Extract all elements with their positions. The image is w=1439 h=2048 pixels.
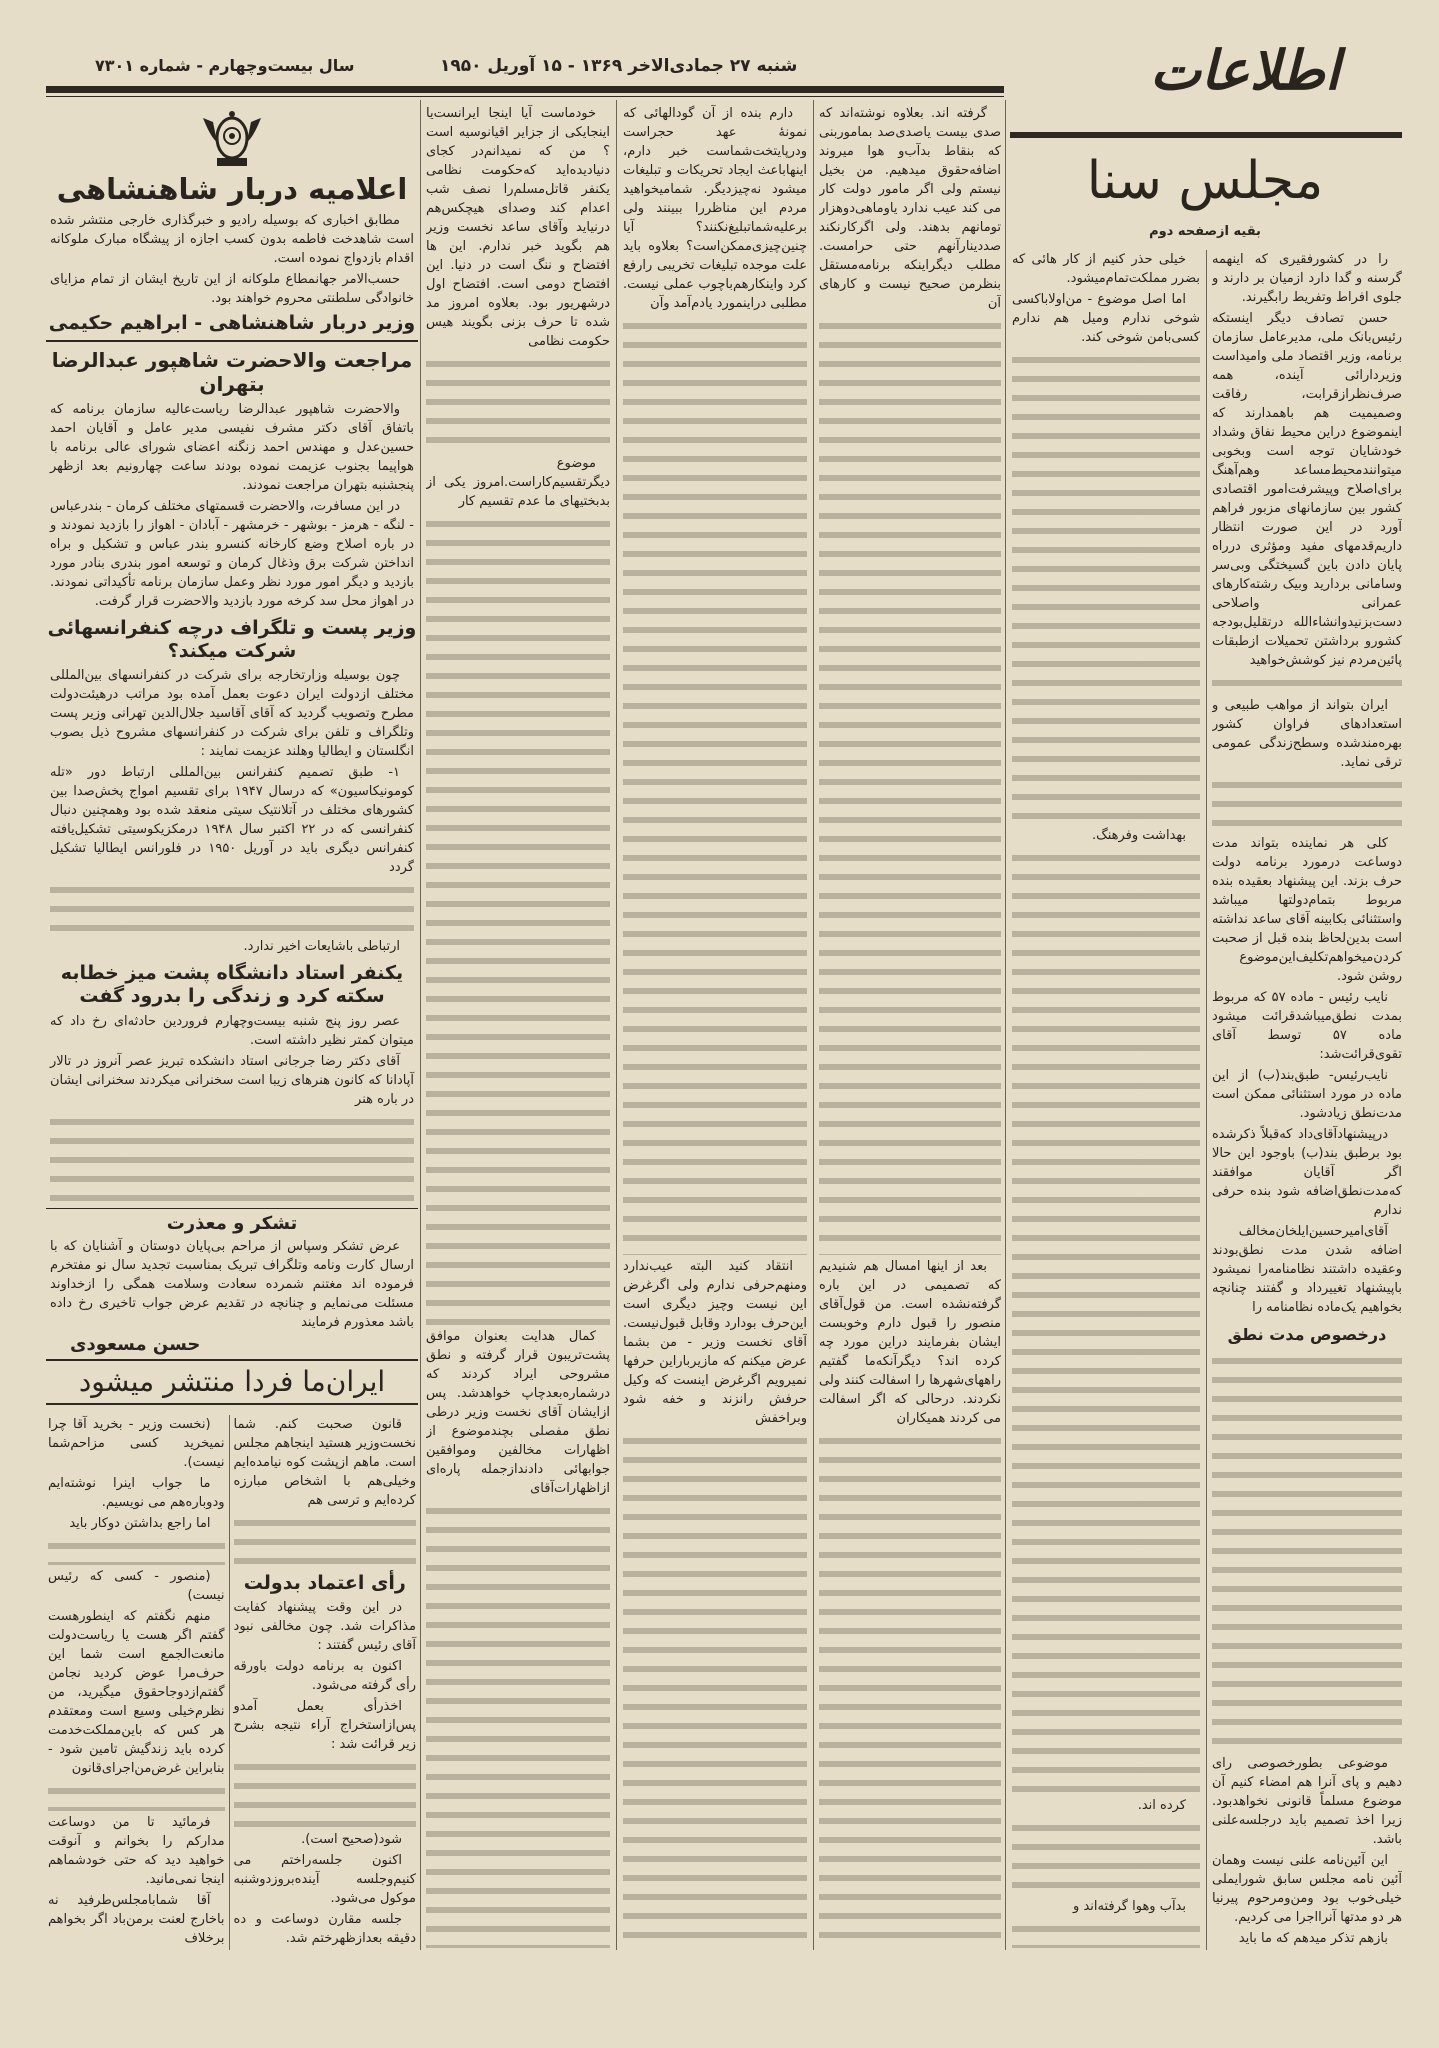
paragraph: حسن تصادف دیگر اینستکه رئیس‌بانک ملی، مدیرعامل سازمان برنامه، وزیر اقتصاد ملی وامیداست وزیردارائی آینده، همه صرف‌نظرازقرابت، رفاقت وصمیمیت هم باهمدارند که اینموضوع دراین محیط نفاق وشداد خودشایان توجه است وبخوبی میتوانندمحیط‌مساعد وهم‌آهنگ برای‌اصلاح وپیشرفت‌امور اقتصادی کشور بین سازمانهای مزبور فراهم آورد در این صورت انتظار داریم‌قدمهای مفید ومؤثری درراه پایان دادن باین گسیختگی وبی‌سر وسامانی بردارید وبیک رشته‌کارهای عمرانی واصلاحی دست‌بزنیدوانشاءالله درتقلیل‌بودجه کشورو برداشتن تحمیلات ازطبقات پائین‌مردم نیز کوشش‌خواهید: [1212, 311, 1402, 668]
illegible-text-area: [48, 1782, 225, 1811]
section-rule: [46, 1208, 418, 1209]
illegible-text-area: [1012, 351, 1200, 824]
thanks-signature: حسن مسعودی: [70, 1334, 201, 1356]
paragraph: بهداشت وفرهنگ.: [1091, 827, 1186, 843]
senate-continued-note: بقیه ازصفحه دوم: [1149, 224, 1261, 239]
paragraph: آقای دکتر رضا جرجانی استاد دانشکده تبریز عصر آنروز در تالار آپادانا که کانون هنرهای زیبا است سخنرانی میکردند سخنرانی ایشان در باره هنر: [50, 1053, 414, 1107]
paragraph: فرمائید تا من دوساعت مدارکم را بخوانم و آنوقت خواهید دید که حتی خودشماهم اینجا نمی‌مانید.: [48, 1815, 225, 1887]
court-signature: وزیر دربار شاهنشاهی - ابراهیم حکیمی: [48, 311, 416, 334]
paragraph: بدآب وهوا گرفته‌اند و: [1073, 1898, 1186, 1914]
masthead-rule: [46, 86, 1004, 93]
paragraph: دارم بنده از آن گودالهائی که نمونهٔ عهد حجراست ودرپایتخت‌شماست خبر دارم، اینهاباعث ایجاد تحریکات و تبلیغات میشود نه‌چیزدیگر. شمامیخواهید مردم این مناظررا ببینند ولی برعلیه‌شماتبلیغ‌نکنند؟ آیا چنین‌چیزی‌ممکن‌است؟ بعلاوه باید علت موجده تبلیغات تخریبی رارفع کرد واینکارهم‌باچوب عملی نیست. مطلبی دراینمورد یادم‌آمد وآن: [623, 106, 807, 311]
middle-column-2: [623, 104, 807, 1950]
illegible-text-area: [819, 317, 1001, 1255]
paragraph: اکنون جلسه‌راختم می کنیم‌وجلسه آینده‌بروزدوشنبه موکول می‌شود.: [233, 1853, 416, 1906]
thanks-headline: تشکر و معذرت: [166, 1212, 298, 1234]
paragraph: آقای‌امیرحسین‌ایلخان‌مخالف اضافه شدن مدت نطق‌بودند وعقیده داشتند نظامنامه‌را نمیشود باپیشنهاد تغییرداد و گفتند چنانچه بخواهیم یک‌ماده نظامنامه را: [1212, 1223, 1402, 1315]
paragraph: عرض تشکر وسپاس از مراحم بی‌پایان دوستان و آشنایان که با ارسال کارت ونامه وتلگراف تبریک بمناسبت تجدید سال نو مفتخرم فرموده اند مغتنم شمرده سعادت وسلامت همگی را ازخداوند مسئلت می‌نمایم و چنانچه در تقدیم عرض جواب تاخیری رخ داده باشد معذورم فرمایند: [50, 1239, 414, 1331]
paragraph: نایب رئیس - ماده ۵۷ که مربوط بمدت نطق‌میباشدقرائت میشود ماده ۵۷ توسط آقای تقوی‌قرائت‌شد:: [1212, 989, 1402, 1062]
paragraph: اما راجع بداشتن دوکار باید: [69, 1515, 211, 1531]
paragraph: اما اصل موضوع - من‌اولاباکسی شوخی ندارم ومیل هم ندارم کسی‌بامن شوخی کند.: [1012, 292, 1200, 345]
paragraph: موضوع دیگرتقسیم‌کاراست.امروز یکی از بدبختیهای ما عدم تقسیم کار: [426, 456, 610, 510]
paragraph: آقا شمابامجلس‌طرفید نه باخارج لعنت برمن‌باد اگر بخواهم برخلاف: [48, 1893, 225, 1946]
illegible-text-area: [1012, 849, 1200, 1794]
senate-column-left: [1012, 250, 1200, 1950]
paragraph: را در کشورفقیری که اینهمه گرسنه و گدا دارد ازمیان بر دارند و جلوی افراط وتفریط رابگیرند.: [1212, 252, 1402, 305]
illegible-text-area: [50, 881, 414, 935]
paragraph: اخذرأی بعمل آمدو پس‌ازاستخراج آراء نتیجه بشرح زیر قرائت شد :: [233, 1698, 416, 1752]
paragraph: انتقاد کنید البته عیب‌ندارد ومنهم‌حرفی ندارم ولی اگرغرض این نیست وچیز دیگری است این‌حرف بودارد وقابل قبول‌نیست. آقای نخست وزیر - من بشما عرض میکنم که مازیربار‌این حرفها نمیرویم اگرغرض اینست که وکیل حرفش رانزند و خفه شود وبراخفش: [623, 1259, 807, 1427]
paragraph: خودماست آیا اینجا ایرانست‌یا اینجایکی از جزایر اقیانوسیه است ؟ من که نمیدانم‌در کجای دنیادیده‌اید که‌حکومت نظامی یکنفر قاتل‌مسلم‌را نصف شب اعدام کند وصدای هیچکس‌هم درنیاید وآقای ساعد نخست وزیر هم بگوید خبر ندارم. این ها افتضاح و ننگ است در دنیا. این افتضاح دومی است. افتضاح اول درشهریور بود. بعلاوه امروز مد شده تا حرف بزنی بگویند هیس حکومت نظامی: [426, 106, 610, 349]
paragraph: عصر روز پنج شنبه بیست‌وچهارم فروردین حادثه‌ای رخ داد که میتوان کمتر نظیر داشته است.: [50, 1013, 414, 1048]
illegible-text-area: [234, 1514, 416, 1567]
illegible-text-area: [234, 1758, 416, 1828]
left-section: [46, 104, 418, 1950]
middle-column-3: [426, 104, 610, 1950]
logo-rule: [1010, 132, 1402, 138]
illegible-text-area: [50, 1113, 414, 1202]
return-article: [46, 400, 418, 613]
thanks-article: [46, 1237, 418, 1334]
paragraph: والاحضرت شاهپور عبدالرضا ریاست‌عالیه سازمان برنامه که باتفاق آقای دکتر مشرف نفیسی مدیر عامل و آقایان احمد حسین‌عدل و مهندس احمد زنگنه اعضای شورای عالی برنامه با هواپیما بجنوب عزیمت نموده بودند ساعت چهارونیم بعد ازظهر پنجشنبه بتهران مراجعت نمودند.: [50, 401, 414, 493]
return-headline: مراجعت والاحضرت شاهپور عبدالرضا بتهران: [51, 347, 413, 396]
illegible-text-area: [1012, 1920, 1200, 1948]
illegible-text-area: [623, 1432, 807, 1948]
section-rule: [46, 340, 418, 342]
paragraph: (نخست وزیر - بخرید آقا چرا نمیخرید کسی مزاحم‌شما نیست).: [48, 1416, 225, 1470]
newspaper-logo: اطلاعات: [1150, 38, 1340, 102]
paragraph: ما جواب اینرا نوشته‌ایم ودوباره‌هم می نویسیم.: [48, 1475, 225, 1510]
column-divider: [420, 100, 421, 1950]
illegible-text-area: [426, 515, 610, 1325]
paragraph: نایب‌رئیس- طبق‌بند(ب) از این ماده در مورد استثنائی ممکن است مدت‌نطق زیادشود.: [1212, 1067, 1402, 1121]
royal-crown-emblem: [199, 108, 265, 170]
paragraph: مطابق اخباری که بوسیله رادیو و خبرگذاری خارجی منتشر شده است شاهدخت فاطمه بدون کسب اجازه از پیشگاه مبارک ملوکانه اقدام بازدواج نموده است.: [50, 212, 414, 266]
paragraph: بازهم تذکر میدهم که ما باید: [1238, 1931, 1388, 1946]
illegible-text-area: [819, 1432, 1001, 1948]
illegible-text-area: [426, 1502, 610, 1948]
paragraph: کرده اند.: [1137, 1798, 1186, 1814]
professor-headline-2: سکته کرد و زندگی را بدرود گفت: [79, 984, 385, 1007]
majlis-report: [46, 1415, 418, 1950]
majlis-report-column: [46, 1415, 229, 1950]
middle-column-1: [819, 104, 1001, 1950]
illegible-text-area: [48, 1537, 225, 1566]
post-minister-article: [46, 666, 418, 879]
confidence-vote-headline: رأی اعتماد بدولت: [243, 1571, 406, 1594]
paragraph: چون بوسیله وزارتخارجه برای شرکت در کنفرانسهای بین‌المللی مختلف ازدولت ایران دعوت بعمل آمده بود مراتب درهیئت‌دولت مطرح وتصویب گردید که آقای آقاسید جلال‌الدین تهرانی وزیر پست وتلگراف و تلفن برای شرکت در کنفرانسهای مشروح ذیل بصوب انگلستان و ایطالیا وهلند عزیمت نمایند :: [50, 668, 414, 760]
illegible-text-area: [1012, 1819, 1200, 1895]
column-divider: [616, 100, 617, 1950]
illegible-text-area: [1212, 1352, 1402, 1752]
column-divider: [813, 100, 814, 1950]
senate-column-right: [1212, 250, 1402, 1950]
professor-headline-1: یکنفر استاد دانشگاه پشت میز خطابه: [60, 961, 404, 984]
speech-duration-subheading: درخصوص مدت نطق: [1227, 1324, 1387, 1344]
illegible-text-area: [1212, 776, 1402, 832]
paragraph: منهم نگفتم که اینطورهست گفتم اگر هست یا ریاست‌دولت مانعت‌الجمع است شما این حرف‌مرا عوض کردید نجامن گفتم‌ازدوجاحقوق میگیرید، من نظرم‌خیلی وسیع است ومعتقدم هر کس که باین‌مملکت‌خدمت کرده باید زندگیش تامین شود - بنابراین غرض‌من‌اجرای‌قانون: [48, 1609, 225, 1777]
paragraph: حسب‌الامر جهانمطاع ملوکانه از این تاریخ ایشان از تمام مزایای خانوادگی سلطنتی محروم خواهند بود.: [50, 271, 414, 306]
majlis-report-column: [229, 1415, 418, 1950]
section-rule: [46, 1403, 418, 1405]
section-rule: [46, 1359, 418, 1361]
paragraph: در این وقت پیشنهاد کفایت مذاکرات شد. چون مخالفی نبود آقای رئیس گفتند :: [233, 1599, 416, 1653]
illegible-text-area: [1212, 674, 1402, 694]
paragraph: ایران بتواند از مواهب طبیعی و استعدادهای فراوان کشور بهره‌مندشده وسطح‌زندگی عمومی ترقی نماید.: [1212, 697, 1402, 770]
paragraph: کلی هر نماینده بتواند مدت دوساعت درمورد برنامه دولت حرف بزند. این پیشنهاد بعقیده بنده مربوط بتمام‌دولتها میباشد واستثنائی بکابینه آقای ساعد نداشته است بدین‌لحاظ بنده قبل از صحبت کردن‌میخواهم‌تکلیف‌این‌موضوع روشن شود.: [1212, 835, 1402, 984]
iranema-headline: ایران‌ما فردا منتشر میشود: [78, 1365, 386, 1399]
paragraph: بعد از اینها امسال هم شنیدیم که تصمیمی در این باره گرفته‌نشده است. من قول‌آقای منصور را قبول دارم وخوبست ایشان بفرمایند دراین مورد چه کرده اند؟ دیگرآنکه‌ما گفتیم راههای‌شهرها را اسفالت کنند ولی نکردند. درحالی که اگر اسفالت می کردند همیکاران: [819, 1259, 1001, 1427]
paragraph: موضوعی بطورخصوصی رای دهیم و پای آنرا هم امضاء کنیم آن موضوع مسلماً قانونی نخواهدبود. زیرا اخذ تصمیم باید درجلسه‌علنی باشد.: [1212, 1756, 1402, 1847]
paragraph: قانون صحبت کنم. شما نخست‌وزیر هستید اینجاهم مجلس است. ماهم ازپشت کوه نیامده‌ایم وخیلی‌هم با اشخاص مبارزه کرده‌ایم و ترسی هم: [233, 1416, 416, 1508]
paragraph: خیلی حذر کنیم از کار هائی که بضرر مملکت‌تمام‌میشود.: [1012, 252, 1200, 286]
post-minister-headline: وزیر پست و تلگراف درچه کنفرانسهائی شرکت میکند؟: [47, 616, 417, 662]
paragraph: ارتباطی باشایعات اخیر ندارد.: [243, 938, 400, 954]
senate-headline: مجلس سنا: [1086, 151, 1324, 211]
court-announcement-title: اعلامیه دربار شاهنشاهی: [56, 172, 408, 206]
paragraph: (منصور - کسی که رئیس نیست): [48, 1569, 225, 1604]
column-divider: [1005, 100, 1006, 1950]
issue-number: سال بیست‌وچهارم - شماره ۷۳۰۱: [95, 56, 355, 75]
paragraph: ۱- طبق تصمیم کنفرانس بین‌المللی ارتباط دور «تله کومونیکاسیون» که درسال ۱۹۴۷ برای تقسیم امواج پخش‌صدا بین کشورهای مختلف در آتلانتیک سیتی منعقد شده بود وهمچنین دنبال کنفرانسی که در ۲۲ اکتبر سال ۱۹۴۸ درمکزیکوسیتی تشکیل‌یافته کنفرانس دیگری باید در آوریل ۱۹۵۰ در فلورانس ایطالیا تشکیل گردد: [50, 765, 414, 876]
paragraph: درپیشنهادآقای‌داد که‌قبلاً ذکرشده بود برطبق بند(ب) باوجود این حالا اگر آقایان موافقند که‌مدت‌نطق‌اضافه شود بنده حرفی ندارم: [1212, 1126, 1402, 1218]
paragraph: شود(صحیح است).: [301, 1832, 402, 1847]
issue-date: شنبه ۲۷ جمادی‌الاخر ۱۳۶۹ - ۱۵ آوریل ۱۹۵۰: [440, 56, 798, 76]
paragraph: اکنون به برنامه دولت باورقه رأی گرفته می‌شود.: [233, 1658, 416, 1693]
court-announcement-body: [46, 211, 418, 310]
paragraph: جلسه مقارن دوساعت و ده دقیقه بعدازظهرختم شد.: [233, 1912, 416, 1946]
column-divider: [1206, 250, 1207, 1950]
paragraph: در این مسافرت، والاحضرت قسمتهای مختلف کرمان - بندرعباس - لنگه - هرمز - بوشهر - خرمشهر - آبادان - اهواز را بازدید نمودند و در باره اصلاح وضع کارخانه کنسرو بندر عباس و تشکیل و براه انداختن شرکت برق وذغال کرمان و توسعه امور بندری بنادر مورد بازدید و دیگر امور مورد نظر وعمل سازمان برنامه تأکیداتی نمودند. در اهواز محل سد کرخه مورد بازدید والاحضرت قرار گرفت.: [50, 498, 414, 609]
professor-article: [46, 1012, 418, 1111]
illegible-text-area: [426, 355, 610, 452]
masthead-rule-thin: [46, 96, 1004, 97]
paragraph: این آئین‌نامه علنی نیست وهمان آئین نامه مجلس سابق شورایملی خیلی‌خوب بود ومن‌ومرحوم پیرنیا هر دو مدتها آنرااجرا می کردیم.: [1212, 1853, 1402, 1925]
paragraph: گرفته اند. بعلاوه نوشته‌اند که صدی بیست یاصدی‌صد بماموربنی که بنقاط بدآب‌و هوا میروند اضافه‌حقوق میدهیم. من بخیل نیستم ولی اگر مامور دولت کار می کند عیب ندارد یاوماهی‌دوهزار تومانهم بدهند. ولی اگرکارنکند صددینارآنهم حتی حرامست. مطلب دیگراینکه برنامه‌مستقل بنظرمن صحیح نیست و کارهای آن: [819, 106, 1001, 311]
paragraph: کمال هدایت بعنوان موافق پشت‌تریبون قرار گرفته و نطق مشروحی ایراد کردند که درشماره‌بعدچاپ خواهدشد. پس ازایشان آقای نخست وزیر درطی نطق مفصلی بچندموضوع از اظهارات مخالفین وموافقین جوابهائی دادندازجمله پاره‌ای ازاظهارات‌آقای: [426, 1329, 610, 1497]
illegible-text-area: [623, 317, 807, 1255]
